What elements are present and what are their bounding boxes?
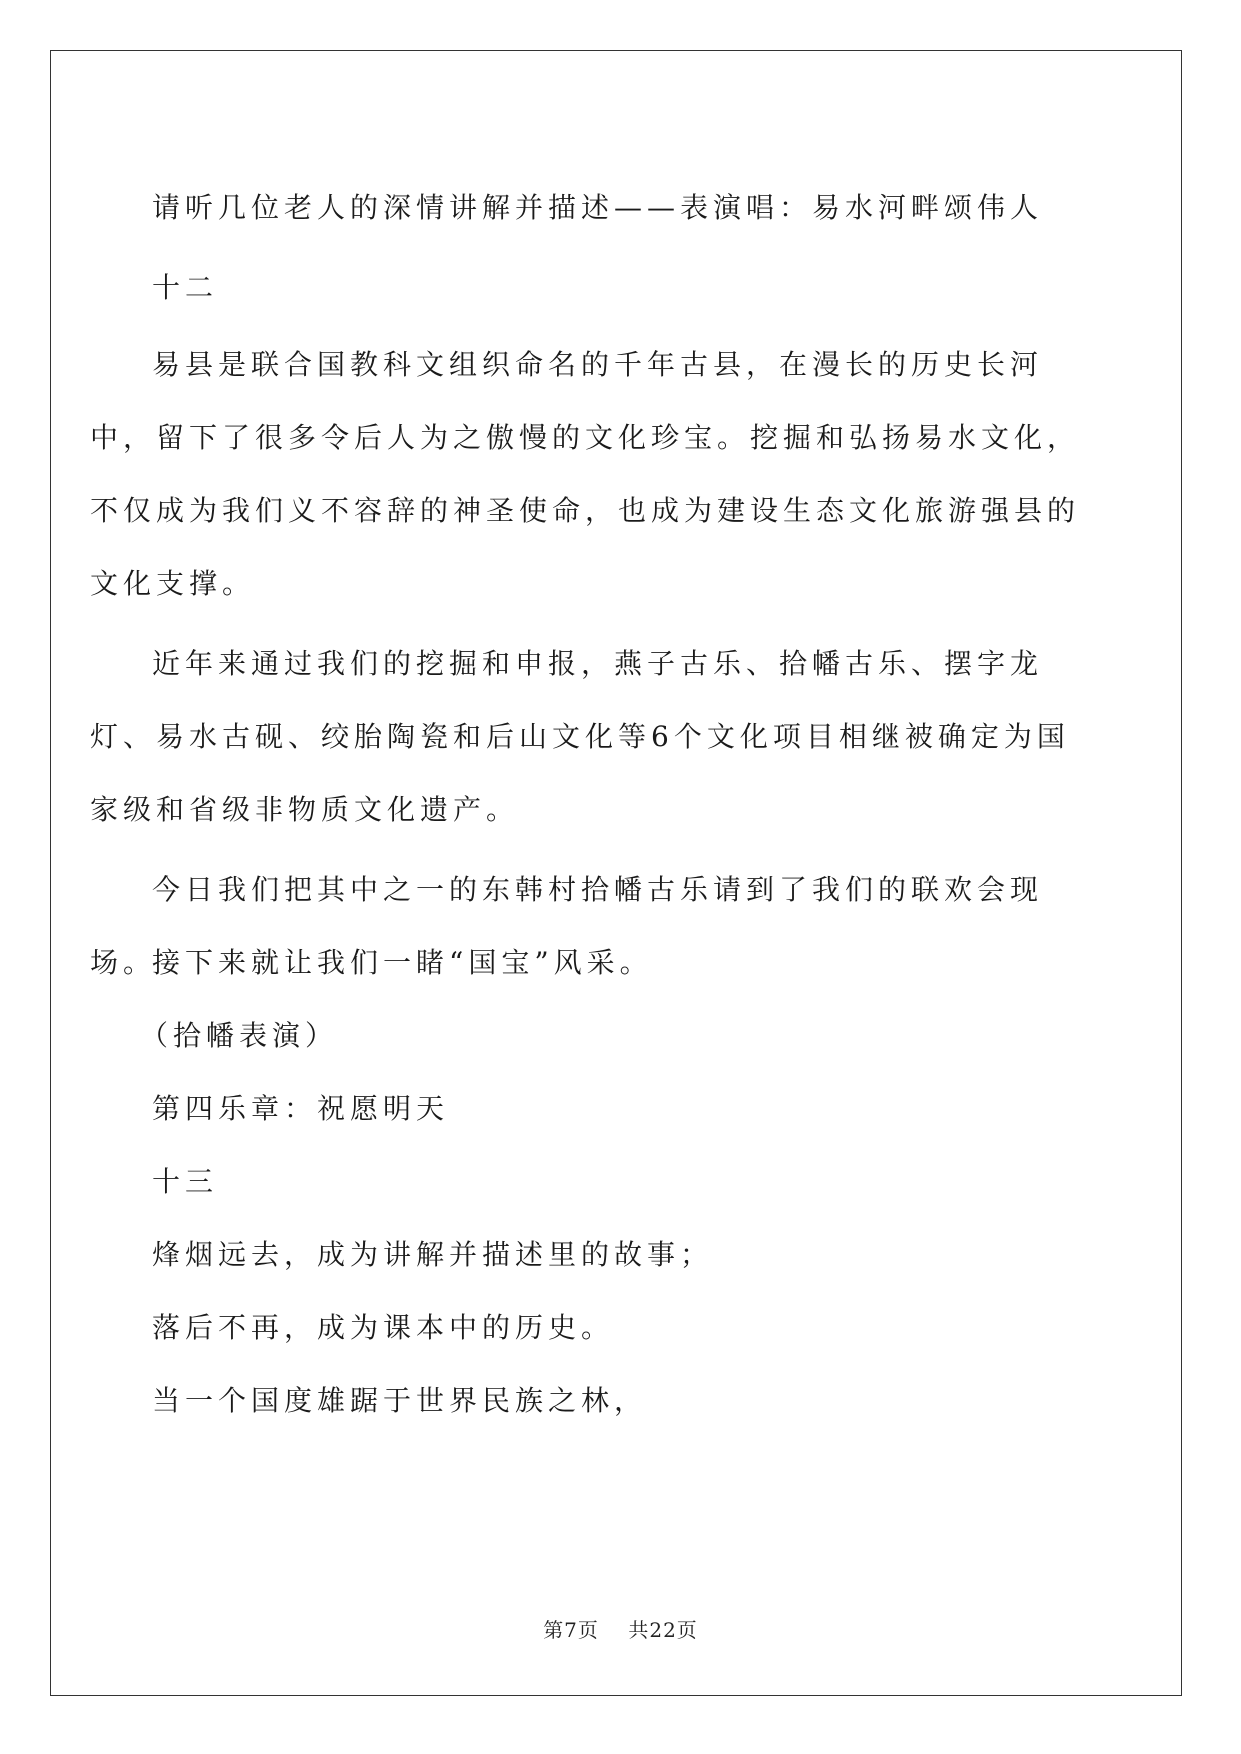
paragraph-2: 十二 bbox=[152, 271, 219, 304]
paragraph-11: 落后不再，成为课本中的历史。 bbox=[152, 1311, 615, 1344]
paragraph-4: 近年来通过我们的挖掘和申报，燕子古乐、拾幡古乐、摆字龙灯、易水古砚、绞胎陶瓷和后山文化等6个文化项目相继被确定为国家级和省级非物质文化遗产。 bbox=[90, 647, 1070, 826]
paragraph-3: 易县是联合国教科文组织命名的千年古县，在漫长的历史长河中，留下了很多令后人为之傲慢的文化珍宝。挖掘和弘扬易水文化，不仅成为我们义不容辞的神圣使命，也成为建设生态文化旅游强县的文化支撑。 bbox=[90, 348, 1081, 600]
paragraph-6: 接下来就让我们一睹“国宝”风采。 bbox=[152, 946, 653, 979]
footer-spacer bbox=[599, 1618, 628, 1642]
page-footer bbox=[0, 1614, 1241, 1643]
document-body bbox=[90, 168, 1092, 1437]
paragraph-5: 今日我们把其中之一的东韩村拾幡古乐请到了我们的联欢会现场。 bbox=[90, 873, 1044, 979]
page-total: 共22页 bbox=[628, 1618, 698, 1642]
paragraph-7: （拾幡表演） bbox=[140, 1019, 339, 1052]
paragraph-1: 请听几位老人的深情讲解并描述——表演唱：易水河畔颂伟人 bbox=[152, 191, 1044, 224]
page-number: 第7页 bbox=[543, 1618, 599, 1642]
paragraph-12: 当一个国度雄踞于世界民族之林， bbox=[152, 1384, 648, 1417]
paragraph-9: 十三 bbox=[152, 1165, 219, 1198]
paragraph-8: 第四乐章：祝愿明天 bbox=[152, 1092, 450, 1125]
paragraph-10: 烽烟远去，成为讲解并描述里的故事； bbox=[152, 1238, 714, 1271]
